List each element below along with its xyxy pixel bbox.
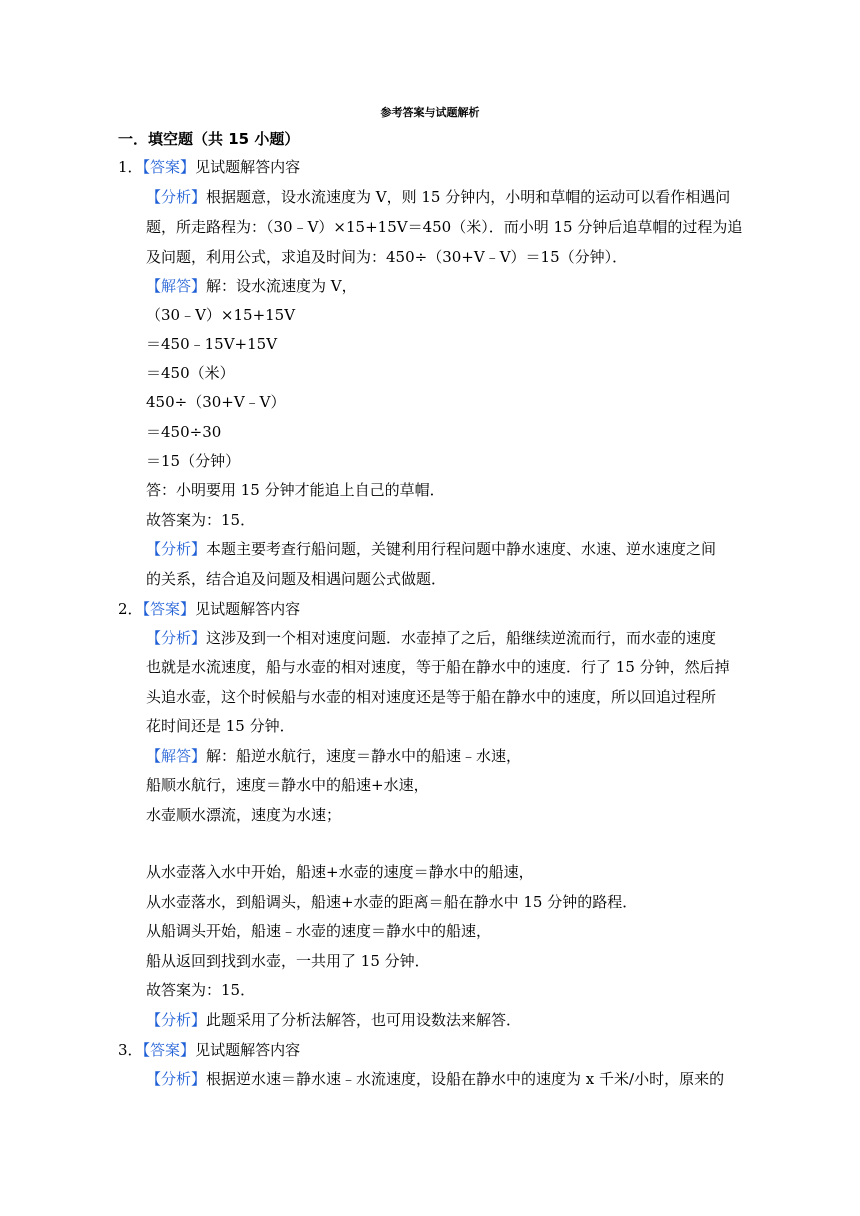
q2-analysis-line (146, 628, 716, 648)
q2-solution-text: 水壶顺水漂流，速度为水速； (146, 806, 342, 824)
q1-solution-text: ＝450÷30 (146, 423, 222, 441)
q1-solution-text: ＝450（米） (146, 364, 235, 382)
q1-solution-text: ＝450﹣15V+15V (146, 335, 278, 353)
q1-answer-text: 见试题解答内容 (195, 158, 301, 176)
q1-analysis-text: 及问题，利用公式，求追及时间为：450÷（30+V﹣V）＝15（分钟）． (146, 248, 628, 266)
q2-solution-text: 船顺水航行，速度＝静水中的船速+水速， (146, 776, 429, 794)
analysis-tag: 【分析】 (146, 1011, 207, 1029)
q3-answer-line (118, 1040, 300, 1060)
q2-review-text: 此题采用了分析法解答，也可用设数法来解答． (206, 1011, 522, 1029)
q2-solution-text: 解：船逆水航行，速度＝静水中的船速﹣水速， (206, 747, 522, 765)
q2-review-line (146, 1010, 521, 1030)
q1-solution-line (146, 276, 357, 296)
q3-answer-text: 见试题解答内容 (195, 1041, 301, 1059)
q2-solution-text: 从船调头开始，船速﹣水壶的速度＝静水中的船速， (146, 922, 492, 940)
q2-analysis-text: 花时间还是 15 分钟． (146, 717, 295, 735)
q1-answer-line (118, 157, 300, 177)
section-heading: 一．填空题（共 15 小题） (118, 130, 300, 148)
answer-tag: 【答案】 (142, 1041, 196, 1059)
q2-solution-text: 从水壶落入水中开始，船速+水壶的速度＝静水中的船速， (146, 863, 534, 881)
q1-analysis-text: 题，所走路程为：（30﹣V）×15+15V＝450（米）．而小明 15 分钟后追草帽的过程为追 (146, 218, 743, 236)
q1-review-line (146, 539, 716, 559)
q2-solution-line (146, 746, 521, 766)
q2-solution-text: 船从返回到找到水壶，一共用了 15 分钟． (146, 952, 430, 970)
solution-tag: 【解答】 (146, 747, 207, 765)
q1-review-text: 的关系，结合追及问题及相遇问题公式做题． (146, 570, 447, 588)
page-title: 参考答案与试题解析 (380, 106, 480, 119)
q1-solution-text: 答：小明要用 15 分钟才能追上自己的草帽． (146, 481, 445, 499)
analysis-tag: 【分析】 (146, 188, 207, 206)
solution-tag: 【解答】 (146, 277, 207, 295)
q3-number: 3． (118, 1041, 143, 1059)
q1-solution-text: 故答案为：15． (146, 511, 256, 529)
q3-analysis-line (146, 1069, 724, 1089)
q3-analysis-text: 根据逆水速＝静水速﹣水流速度，设船在静水中的速度为 x 千米/小时，原来的 (206, 1070, 725, 1088)
q2-analysis-text: 头追水壶，这个时候船与水壶的相对速度还是等于船在静水中的速度，所以回追过程所 (146, 688, 717, 706)
q1-solution-text: ＝15（分钟） (146, 452, 241, 470)
q1-analysis-line (146, 187, 730, 207)
q2-number: 2． (118, 600, 143, 618)
answer-tag: 【答案】 (142, 158, 196, 176)
q1-solution-text: 解：设水流速度为 V， (206, 277, 357, 295)
q2-analysis-text: 也就是水流速度，船与水壶的相对速度，等于船在静水中的速度．行了 15 分钟，然后掉 (146, 658, 730, 676)
q2-analysis-text: 这涉及到一个相对速度问题．水壶掉了之后，船继续逆流而行，而水壶的速度 (206, 629, 717, 647)
q2-solution-text: 从水壶落水，到船调头，船速+水壶的距离＝船在静水中 15 分钟的路程． (146, 893, 638, 911)
analysis-tag: 【分析】 (146, 1070, 207, 1088)
q1-solution-text: （30﹣V）×15+15V (146, 306, 296, 324)
q1-analysis-text: 根据题意，设水流速度为 V，则 15 分钟内，小明和草帽的运动可以看作相遇问 (206, 188, 731, 206)
q1-number: 1． (118, 158, 143, 176)
analysis-tag: 【分析】 (146, 540, 207, 558)
q1-solution-text: 450÷（30+V﹣V） (146, 393, 286, 411)
q2-answer-line (118, 599, 300, 619)
q2-answer-text: 见试题解答内容 (195, 600, 301, 618)
analysis-tag: 【分析】 (146, 629, 207, 647)
q2-solution-text: 故答案为：15． (146, 981, 256, 999)
answer-tag: 【答案】 (142, 600, 196, 618)
q1-review-text: 本题主要考查行船问题，关键利用行程问题中静水速度、水速、逆水速度之间 (206, 540, 717, 558)
